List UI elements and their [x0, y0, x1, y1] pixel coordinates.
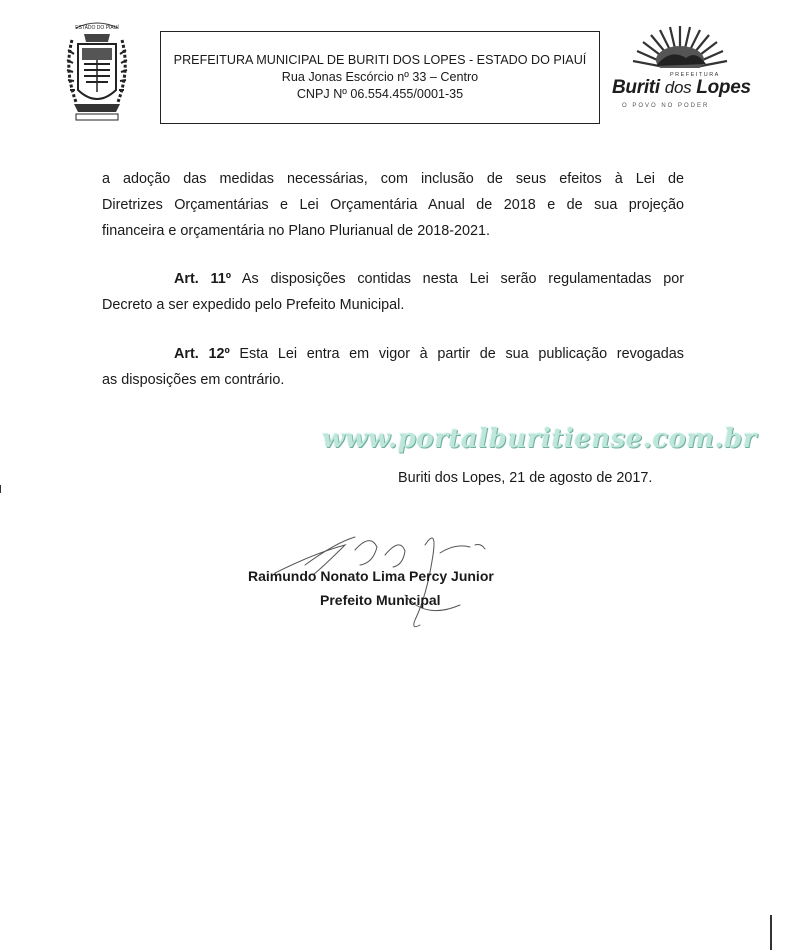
- signatory-role: Prefeito Municipal: [320, 592, 441, 608]
- logo-prefix: PREFEITURA: [670, 72, 720, 78]
- letterhead-title: PREFEITURA MUNICIPAL DE BURITI DOS LOPES - ESTADO DO PIAUÍ: [173, 53, 587, 67]
- municipal-crest: [62, 20, 132, 124]
- letterhead-address: Rua Jonas Escórcio nº 33 – Centro: [281, 70, 479, 84]
- text-line: a adoção das medidas necessárias, com inclusão de seus efeitos à Lei de: [102, 171, 684, 187]
- website-watermark: www.portalburitiense.com.br: [322, 424, 757, 454]
- text-line: Decreto a ser expedido pelo Prefeito Municipal.: [102, 297, 405, 313]
- logo-wordmark: Buriti dos Lopes: [612, 77, 751, 98]
- text-line: Diretrizes Orçamentárias e Lei Orçamentária Anual de 2018 e de sua projeção: [102, 197, 684, 213]
- date-line: Buriti dos Lopes, 21 de agosto de 2017.: [398, 470, 653, 486]
- text-line: as disposições em contrário.: [102, 372, 285, 388]
- sunburst-icon: [630, 20, 730, 75]
- letterhead-box: [160, 31, 600, 124]
- article-label: Art. 12º: [174, 346, 230, 362]
- scan-artifact: [0, 485, 1, 493]
- crest-caption: ESTADO DO PIAUÍ: [75, 25, 119, 31]
- article-label: Art. 11º: [174, 271, 231, 287]
- scan-artifact: [770, 915, 772, 950]
- logo-tagline: O POVO NO PODER: [622, 103, 710, 109]
- article-11: [102, 266, 684, 318]
- signatory-name: Raimundo Nonato Lima Percy Junior: [248, 568, 494, 584]
- article-12: [102, 341, 684, 393]
- text-line: financeira e orçamentária no Plano Plurianual de 2018-2021.: [102, 223, 491, 239]
- body-paragraph: [102, 166, 684, 244]
- text-line: As disposições contidas nesta Lei serão regulamentadas por: [230, 271, 684, 287]
- buriti-logo: [608, 20, 758, 120]
- letterhead-cnpj: CNPJ Nº 06.554.455/0001-35: [296, 87, 464, 101]
- text-line: Esta Lei entra em vigor à partir de sua publicação revogadas: [229, 346, 684, 362]
